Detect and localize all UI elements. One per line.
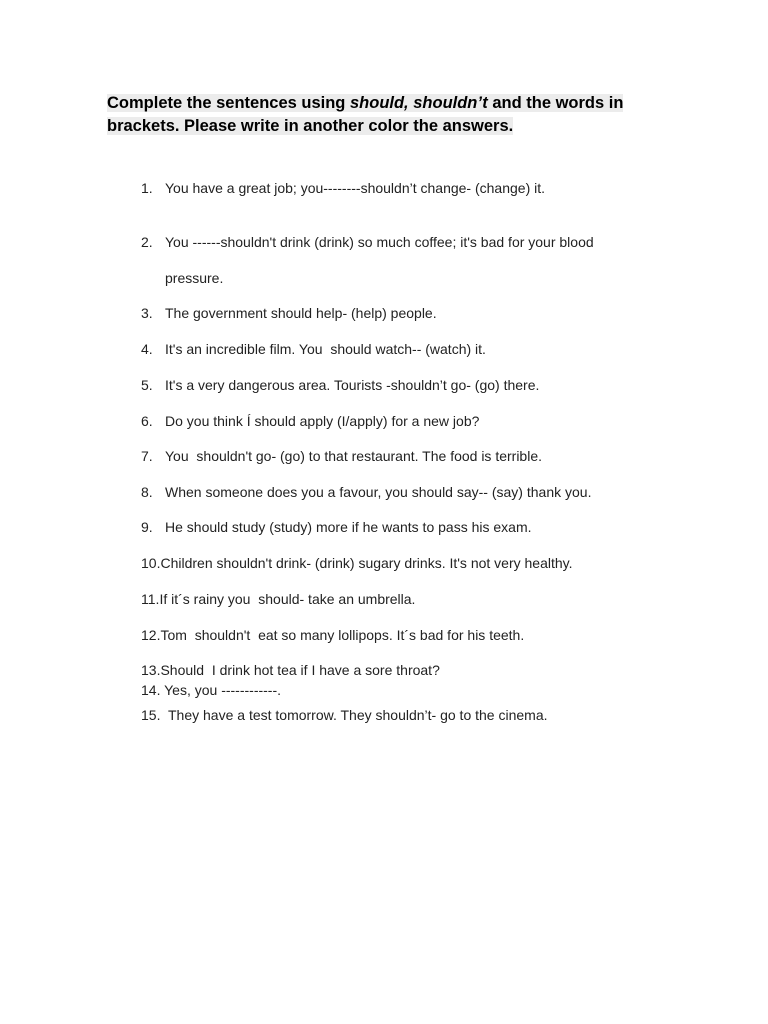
exercise-item-2-continuation: pressure. [165, 270, 224, 286]
exercise-item-2 [141, 233, 594, 251]
instructions-text-end: and the words in [487, 94, 624, 112]
instructions-modal-words: should, shouldn’t [349, 94, 488, 112]
item-text: Should I drink hot tea if I have a sore throat? [160, 662, 440, 678]
item-number: 7. [141, 448, 153, 464]
item-number: 13. [141, 662, 161, 678]
exercise-item-10 [141, 554, 573, 572]
item-number: 12. [141, 627, 161, 643]
item-text: You ------shouldn't drink (drink) so much coffee; it's bad for your blood [165, 234, 594, 250]
item-text: Yes, you ------------. [164, 682, 282, 698]
item-number: 3. [141, 305, 153, 321]
exercise-item-8 [141, 483, 591, 501]
item-text: Tom shouldn't eat so many lollipops. It´s bad for his teeth. [160, 627, 525, 643]
exercise-item-6 [141, 412, 479, 430]
item-text: You shouldn't go- (go) to that restaurant. The food is terrible. [165, 448, 543, 464]
item-text: He should study (study) more if he wants to pass his exam. [165, 519, 532, 535]
exercise-item-13 [141, 661, 440, 679]
instructions-line-1 [107, 94, 623, 112]
exercise-item-4 [141, 340, 486, 358]
item-text: If it´s rainy you should- take an umbrella. [159, 591, 416, 607]
item-number: 6. [141, 413, 153, 429]
item-text: Children shouldn't drink- (drink) sugary drinks. It's not very healthy. [160, 555, 573, 571]
item-number: 5. [141, 377, 153, 393]
item-text: Do you think Í should apply (I/apply) for a new job? [165, 413, 480, 429]
item-text: It's an incredible film. You should watch-- (watch) it. [165, 341, 486, 357]
exercise-item-1 [141, 179, 545, 197]
item-number: 15. [141, 707, 161, 723]
exercise-item-14 [141, 681, 281, 699]
item-text: The government should help- (help) people. [165, 305, 437, 321]
exercise-item-5 [141, 376, 539, 394]
item-text: You have a great job; you--------shouldn’t change- (change) it. [165, 180, 546, 196]
item-number: 10. [141, 555, 161, 571]
exercise-item-15 [141, 706, 548, 724]
item-text: When someone does you a favour, you should say-- (say) thank you. [165, 484, 592, 500]
item-number: 9. [141, 519, 153, 535]
item-text: They have a test tomorrow. They shouldn’t- go to the cinema. [168, 707, 548, 723]
item-number: 4. [141, 341, 153, 357]
exercise-item-12 [141, 626, 524, 644]
instructions-text-start: Complete the sentences using [107, 94, 350, 112]
exercise-item-11 [141, 590, 415, 608]
item-number: 1. [141, 180, 153, 196]
instructions-line-2: brackets. Please write in another color the answers. [107, 117, 514, 135]
instructions-heading [107, 92, 687, 138]
item-number: 2. [141, 234, 153, 250]
item-text: It's a very dangerous area. Tourists -shouldn’t go- (go) there. [165, 377, 540, 393]
item-number: 14. [141, 682, 161, 698]
item-number: 8. [141, 484, 153, 500]
item-number: 11. [141, 591, 160, 607]
exercise-item-3 [141, 304, 437, 322]
exercise-item-7 [141, 447, 542, 465]
exercise-item-9 [141, 518, 532, 536]
